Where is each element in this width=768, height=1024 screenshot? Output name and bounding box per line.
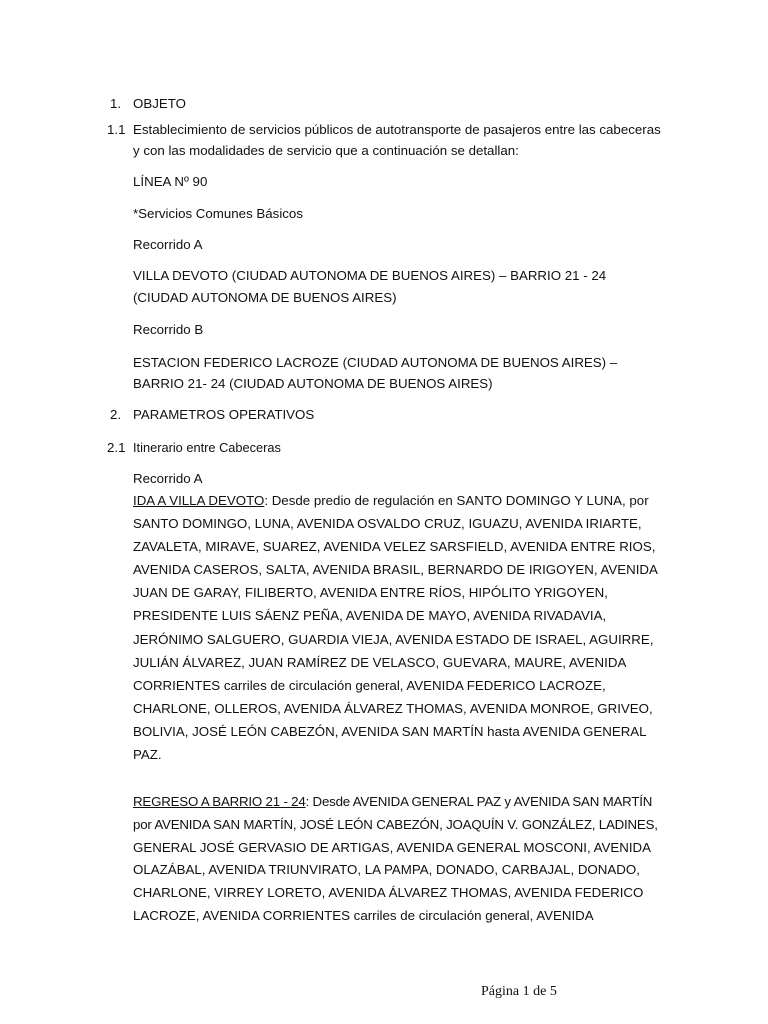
recorrido-label: Recorrido A [133, 471, 203, 486]
paragraph-line: AVENIDA CASEROS, SALTA, AVENIDA BRASIL, BERNARDO DE IRIGOYEN, AVENIDA [133, 562, 658, 577]
paragraph-line: por AVENIDA SAN MARTÍN, JOSÉ LEÓN CABEZÓN, JOAQUÍN V. GONZÁLEZ, LADINES, [133, 817, 658, 832]
subsection-title: Itinerario entre Cabeceras [133, 440, 281, 455]
paragraph-line: CHARLONE, VIRREY LORETO, AVENIDA ÁLVAREZ THOMAS, AVENIDA FEDERICO [133, 885, 644, 900]
recorrido-label: Recorrido A [133, 237, 203, 252]
regreso-first-line [133, 794, 658, 810]
section-title: PARAMETROS OPERATIVOS [133, 407, 315, 422]
subsection-number: 1.1 [107, 122, 126, 137]
paragraph-line: VILLA DEVOTO (CIUDAD AUTONOMA DE BUENOS AIRES) – BARRIO 21 - 24 [133, 268, 607, 283]
linea-label: LÍNEA Nº 90 [133, 174, 208, 189]
regreso-heading: REGRESO A BARRIO 21 - 24 [133, 794, 306, 809]
paragraph-line: LACROZE, AVENIDA CORRIENTES carriles de circulación general, AVENIDA [133, 908, 594, 923]
paragraph-line: BOLIVIA, JOSÉ LEÓN CABEZÓN, AVENIDA SAN MARTÍN hasta AVENIDA GENERAL [133, 724, 647, 739]
paragraph-line: BARRIO 21- 24 (CIUDAD AUTONOMA DE BUENOS AIRES) [133, 376, 493, 391]
paragraph-line: : Desde predio de regulación en SANTO DOMINGO Y LUNA, por [264, 493, 649, 508]
paragraph-line: PRESIDENTE LUIS SÁENZ PEÑA, AVENIDA DE MAYO, AVENIDA RIVADAVIA, [133, 608, 607, 623]
recorrido-label: Recorrido B [133, 322, 204, 337]
section-number: 2. [110, 407, 122, 422]
paragraph-line: SANTO DOMINGO, LUNA, AVENIDA OSVALDO CRUZ, IGUAZU, AVENIDA IRIARTE, [133, 516, 642, 531]
paragraph-line: JULIÁN ÁLVAREZ, JUAN RAMÍREZ DE VELASCO, GUEVARA, MAURE, AVENIDA [133, 655, 627, 670]
paragraph-line: Establecimiento de servicios públicos de autotransporte de pasajeros entre las cabeceras [133, 122, 661, 137]
page-number: Página 1 de 5 [481, 984, 557, 999]
paragraph-line: PAZ. [133, 747, 162, 762]
paragraph-line: (CIUDAD AUTONOMA DE BUENOS AIRES) [133, 290, 397, 305]
subsection-number: 2.1 [107, 440, 126, 455]
servicios-label: *Servicios Comunes Básicos [133, 206, 303, 221]
paragraph-line: CORRIENTES carriles de circulación general, AVENIDA FEDERICO LACROZE, [133, 678, 606, 693]
section-number: 1. [110, 96, 122, 111]
ida-first-line [133, 493, 658, 509]
paragraph-line: OLAZÁBAL, AVENIDA TRIUNVIRATO, LA PAMPA, DONADO, CARBAJAL, DONADO, [133, 862, 640, 877]
section-title: OBJETO [133, 96, 186, 111]
paragraph-line: CHARLONE, OLLEROS, AVENIDA ÁLVAREZ THOMAS, AVENIDA MONROE, GRIVEO, [133, 701, 653, 716]
paragraph-line: y con las modalidades de servicio que a continuación se detallan: [133, 143, 519, 158]
paragraph-line: : Desde AVENIDA GENERAL PAZ y AVENIDA SAN MARTÍN [305, 794, 653, 809]
paragraph-line: JERÓNIMO SALGUERO, GUARDIA VIEJA, AVENIDA ESTADO DE ISRAEL, AGUIRRE, [133, 632, 654, 647]
paragraph-line: JUAN DE GARAY, FILIBERTO, AVENIDA ENTRE RÍOS, HIPÓLITO YRIGOYEN, [133, 585, 608, 600]
paragraph-line: ZAVALETA, MIRAVE, SUAREZ, AVENIDA VELEZ SARSFIELD, AVENIDA ENTRE RIOS, [133, 539, 656, 554]
paragraph-line: ESTACION FEDERICO LACROZE (CIUDAD AUTONOMA DE BUENOS AIRES) – [133, 355, 618, 370]
ida-heading: IDA A VILLA DEVOTO [133, 493, 265, 508]
paragraph-line: GENERAL JOSÉ GERVASIO DE ARTIGAS, AVENIDA GENERAL MOSCONI, AVENIDA [133, 840, 651, 855]
